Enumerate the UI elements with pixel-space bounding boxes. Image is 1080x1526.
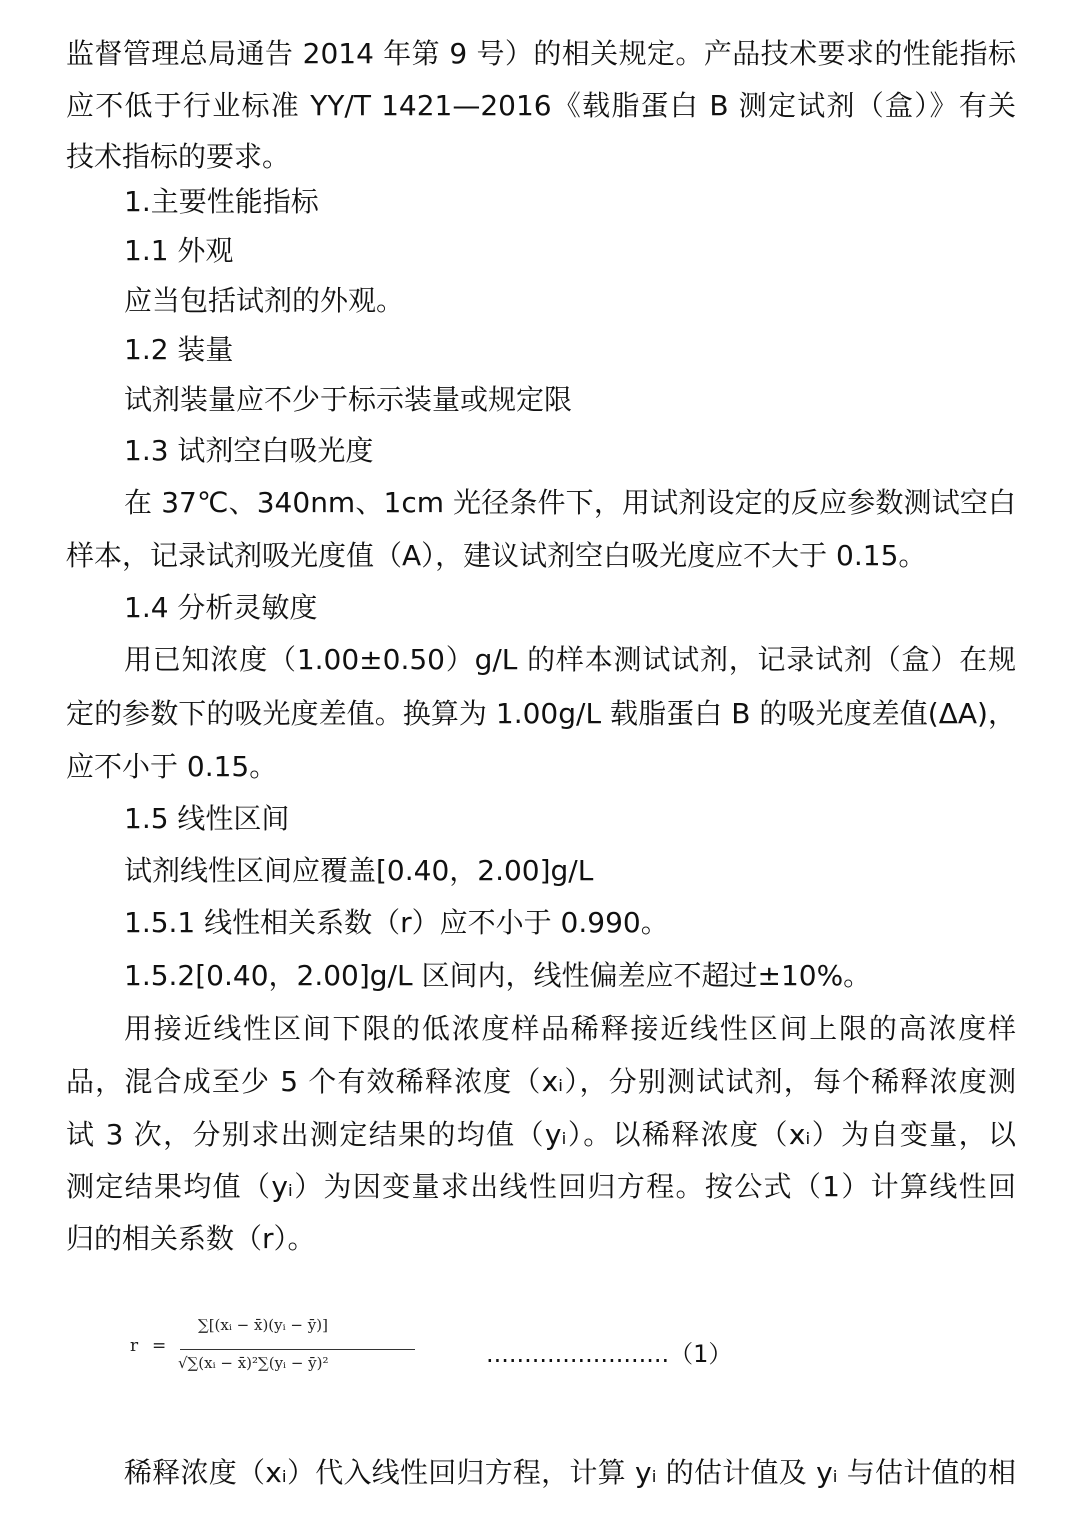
section-heading-1-5: 1.5 线性区间 — [124, 802, 290, 835]
section-heading-1-2: 1.2 装量 — [124, 333, 234, 366]
formula-lhs: r — [130, 1336, 139, 1356]
text-line-22: 试 3 次，分别求出测定结果的均值（yᵢ）。以稀释浓度（xᵢ）为自变量，以 — [66, 1118, 1016, 1151]
formula-equals: = — [152, 1336, 167, 1356]
text-line-11: 样本，记录试剂吸光度值（A），建议试剂空白吸光度应不大于 0.15。 — [66, 539, 927, 572]
text-line-14: 定的参数下的吸光度差值。换算为 1.00g/L 载脂蛋白 B 的吸光度差值(ΔA)， — [66, 697, 1016, 730]
text-line-10: 在 37℃、340nm、1cm 光径条件下，用试剂设定的反应参数测试空白 — [124, 486, 1016, 519]
section-heading-1-1: 1.1 外观 — [124, 234, 234, 267]
text-line-3: 技术指标的要求。 — [66, 140, 291, 173]
formula-denominator: √∑(xᵢ − x̄)²∑(yᵢ − ȳ)² — [178, 1354, 329, 1372]
section-heading-1-3: 1.3 试剂空白吸光度 — [124, 434, 374, 467]
text-line-8: 试剂装量应不少于标示装量或规定限 — [124, 383, 573, 416]
text-line-6: 应当包括试剂的外观。 — [124, 284, 405, 317]
text-line-24: 归的相关系数（r）。 — [66, 1222, 316, 1255]
section-heading-1: 1.主要性能指标 — [124, 185, 319, 218]
text-line-18: 1.5.1 线性相关系数（r）应不小于 0.990。 — [124, 906, 669, 939]
text-line-2: 应不低于行业标准 YY/T 1421—2016《载脂蛋白 B 测定试剂（盒）》有关 — [66, 89, 1016, 122]
text-line-15: 应不小于 0.15。 — [66, 750, 278, 783]
fraction-bar — [180, 1349, 415, 1350]
formula-numerator: ∑[(xᵢ − x̄)(yᵢ − ȳ)] — [198, 1316, 328, 1334]
text-line-13: 用已知浓度（1.00±0.50）g/L 的样本测试试剂，记录试剂（盒）在规 — [124, 643, 1016, 676]
text-line-1: 监督管理总局通告 2014 年第 9 号）的相关规定。产品技术要求的性能指标 — [66, 37, 1016, 70]
formula-reference-number: ........................（1） — [486, 1340, 733, 1368]
section-heading-1-4: 1.4 分析灵敏度 — [124, 591, 318, 624]
text-line-21: 品，混合成至少 5 个有效稀释浓度（xᵢ），分别测试试剂，每个稀释浓度测 — [66, 1065, 1016, 1098]
text-line-23: 测定结果均值（yᵢ）为因变量求出线性回归方程。按公式（1）计算线性回 — [66, 1170, 1016, 1203]
text-line-19: 1.5.2[0.40，2.00]g/L 区间内，线性偏差应不超过±10%。 — [124, 959, 872, 992]
text-line-17: 试剂线性区间应覆盖[0.40，2.00]g/L — [124, 854, 594, 887]
text-line-25: 稀释浓度（xᵢ）代入线性回归方程，计算 yᵢ 的估计值及 yᵢ 与估计值的相 — [124, 1456, 1016, 1489]
text-line-20: 用接近线性区间下限的低浓度样品稀释接近线性区间上限的高浓度样 — [124, 1012, 1016, 1045]
